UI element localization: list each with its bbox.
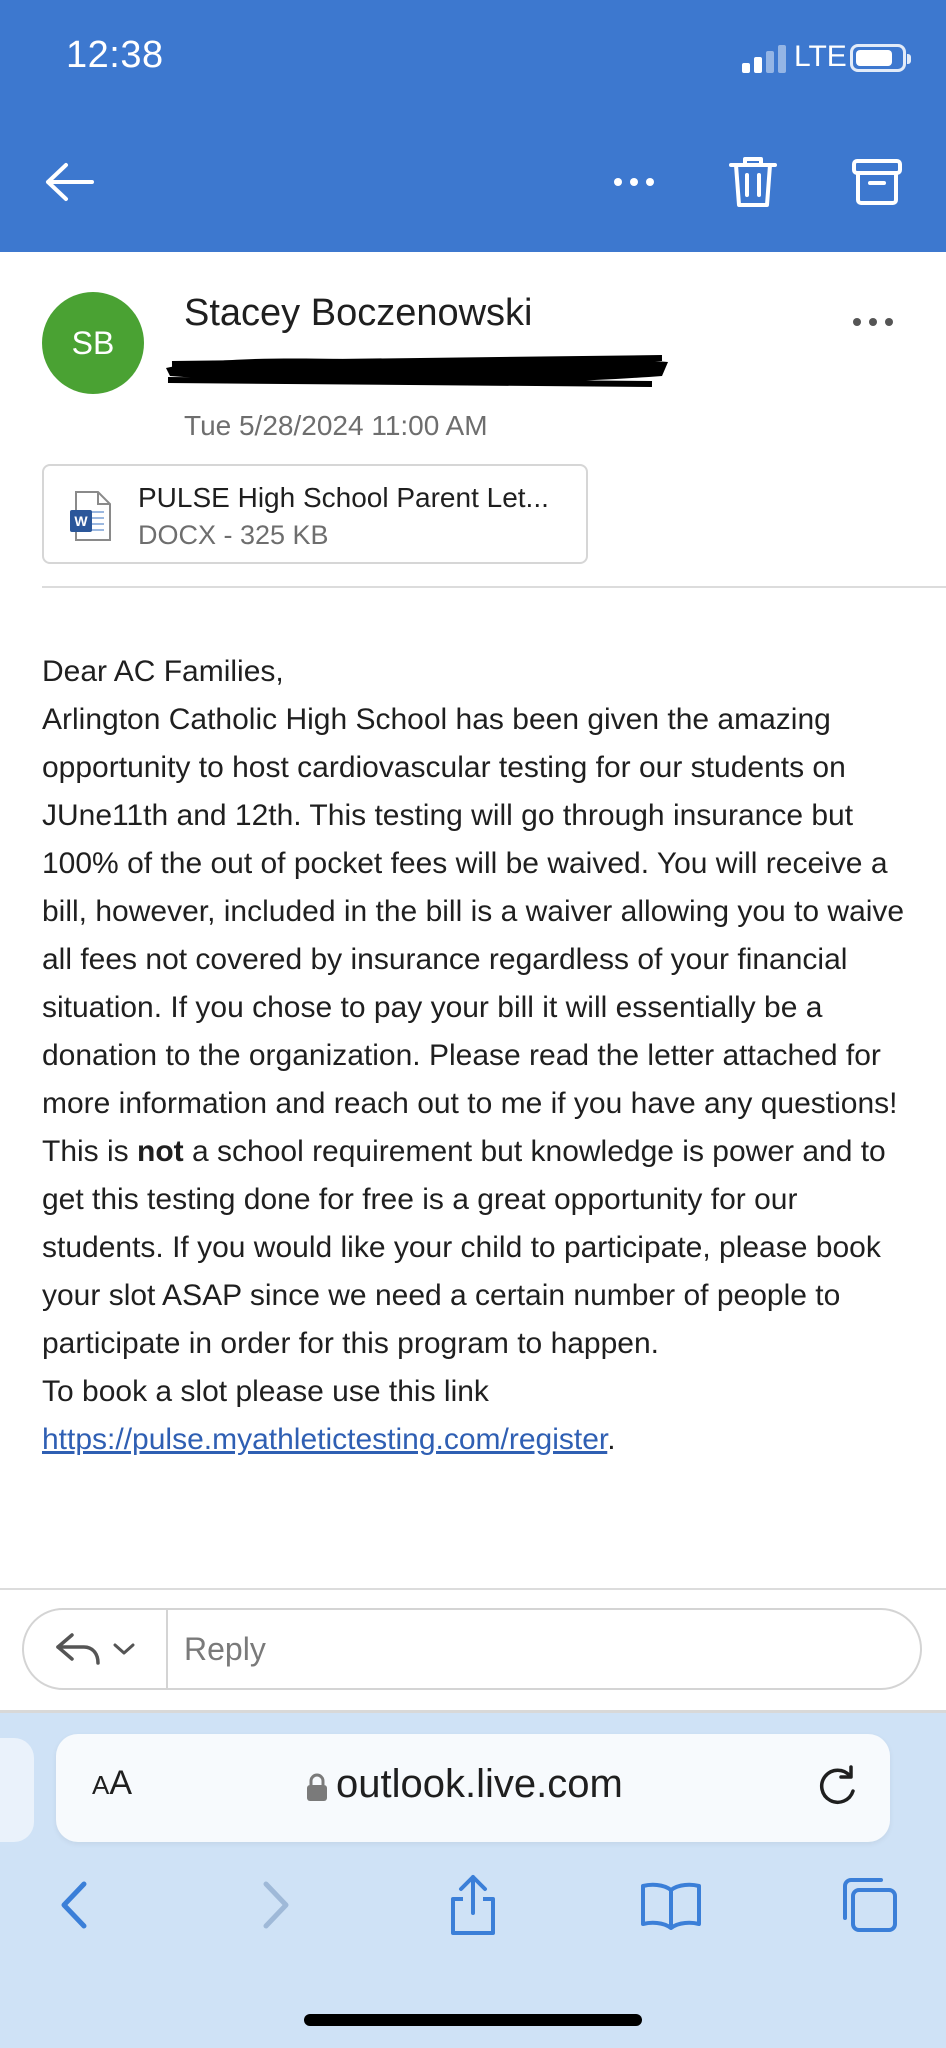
body-divider — [0, 1588, 946, 1590]
share-icon — [447, 1873, 499, 1937]
more-horizontal-icon — [612, 176, 656, 188]
attachment-card[interactable] — [42, 464, 588, 564]
browser-forward-button[interactable] — [242, 1870, 312, 1940]
reader-options-button[interactable] — [92, 1764, 132, 1803]
browser-back-button[interactable] — [38, 1870, 108, 1940]
redacted-email-scribble — [162, 346, 672, 390]
register-link[interactable]: https://pulse.myathletictesting.com/register — [42, 1423, 608, 1456]
more-horizontal-icon — [852, 317, 894, 327]
chevron-down-icon — [112, 1641, 136, 1657]
chevron-right-icon — [262, 1880, 292, 1930]
archive-icon — [851, 158, 903, 206]
body-paragraph: Arlington Catholic High School has been given the amazing opportunity to host cardiovascular testing for our students on JUne11th and 12th. This testing will go through insurance but 100% of the out of pocket fees will be waived. You will receive a bill, however, included in the bill is a waiver allowing you to waive all fees not covered by insurance regardless of your financial situation. If you chose to pay your bill it will essentially be a donation to the organization. Please read the letter attached for more information and reach out to me if you have any questions! — [42, 703, 905, 1120]
attachment-meta: DOCX - 325 KB — [138, 520, 329, 550]
message-body — [42, 648, 922, 1464]
tabs-icon — [839, 1876, 899, 1934]
reply-bar — [22, 1608, 922, 1690]
more-options-button[interactable] — [600, 112, 668, 252]
archive-button[interactable] — [842, 112, 912, 252]
body-paragraph — [42, 1368, 922, 1464]
status-bar — [0, 0, 946, 112]
back-button[interactable] — [30, 112, 110, 252]
body-text-span: . — [607, 1423, 616, 1456]
lock-icon — [304, 1772, 330, 1802]
book-icon — [639, 1880, 703, 1930]
sender-avatar[interactable]: SB — [42, 292, 144, 394]
url-text: outlook.live.com — [336, 1762, 623, 1806]
attachment-name: PULSE High School Parent Let... — [138, 482, 549, 513]
trash-icon — [728, 155, 778, 209]
body-paragraph — [42, 1128, 922, 1368]
status-time: 12:38 — [66, 34, 164, 76]
svg-text:W: W — [74, 513, 88, 529]
message-toolbar — [0, 112, 946, 252]
chevron-left-icon — [58, 1880, 88, 1930]
reply-options-button[interactable] — [24, 1610, 168, 1688]
reply-input[interactable]: Reply — [184, 1631, 266, 1667]
body-text-span: To book a slot please use this link — [42, 1375, 489, 1408]
aa-large-label: A — [109, 1764, 133, 1802]
back-arrow-icon — [44, 162, 96, 202]
body-greeting: Dear AC Families, — [42, 655, 284, 688]
message-date: Tue 5/28/2024 11:00 AM — [184, 410, 488, 441]
header-divider — [42, 586, 946, 588]
delete-button[interactable] — [718, 112, 788, 252]
cellular-signal-icon — [742, 45, 792, 73]
battery-icon — [850, 44, 906, 72]
bookmarks-button[interactable] — [636, 1870, 706, 1940]
address-bar[interactable] — [56, 1734, 890, 1842]
body-bold-text: not — [137, 1135, 184, 1168]
share-button[interactable] — [438, 1870, 508, 1940]
body-text-span: This is — [42, 1135, 138, 1168]
network-type: LTE — [794, 40, 847, 73]
home-indicator — [304, 2014, 642, 2026]
aa-small-label: A — [92, 1770, 110, 1800]
sender-name[interactable]: Stacey Boczenowski — [184, 292, 533, 334]
message-more-button[interactable] — [848, 302, 898, 342]
reload-icon[interactable] — [814, 1764, 860, 1810]
tabs-button[interactable] — [834, 1870, 904, 1940]
reply-arrow-icon — [54, 1631, 102, 1667]
body-text-span: a school requirement but knowledge is power and to get this testing done for free is a great opportunity for our students. If you would like your child to participate, please book your slot ASAP since we need a certain number of people to participate in order for this program to happen. — [42, 1135, 886, 1360]
word-document-icon — [68, 490, 112, 542]
previous-tab-peek[interactable] — [0, 1738, 34, 1842]
